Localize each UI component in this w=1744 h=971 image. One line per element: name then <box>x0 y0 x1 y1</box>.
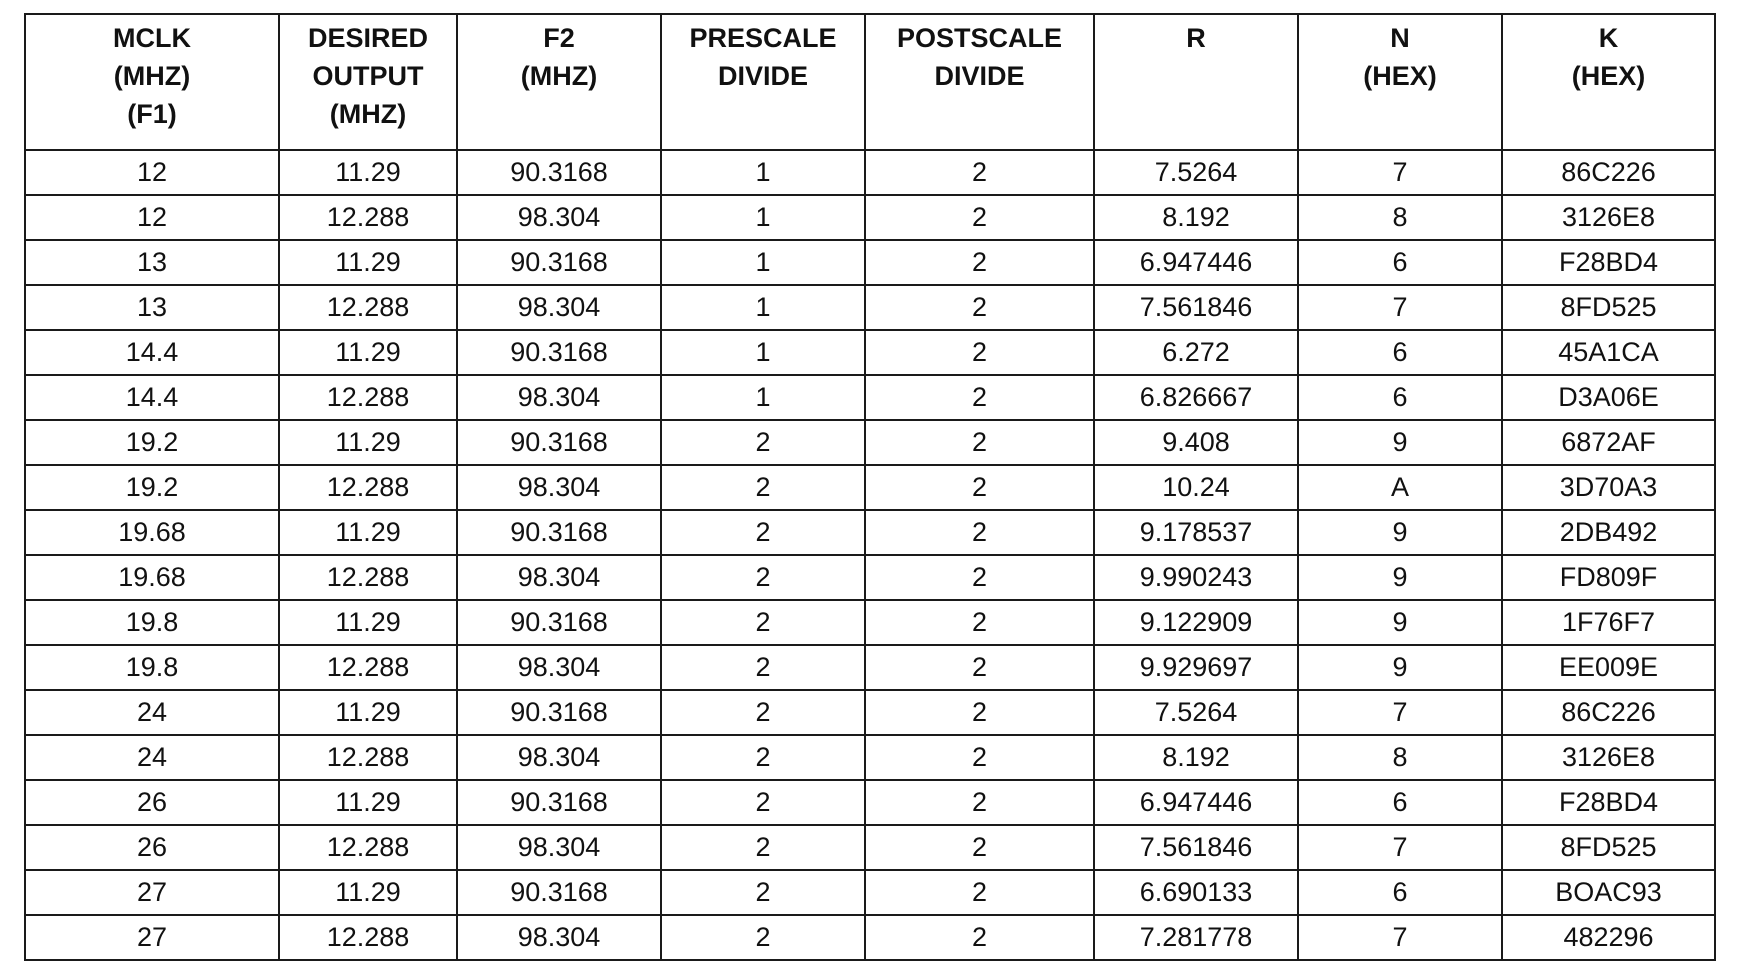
cell-prescale-divide: 1 <box>661 240 865 285</box>
cell-desired-output: 11.29 <box>279 330 457 375</box>
cell-k-hex: 86C226 <box>1502 690 1715 735</box>
cell-prescale-divide: 2 <box>661 870 865 915</box>
column-header-line: R <box>1186 23 1206 53</box>
cell-prescale-divide: 1 <box>661 285 865 330</box>
cell-r: 9.122909 <box>1094 600 1298 645</box>
table-row <box>25 465 1715 510</box>
cell-r: 7.281778 <box>1094 915 1298 960</box>
column-header-line: F2 <box>543 23 575 53</box>
cell-r: 6.272 <box>1094 330 1298 375</box>
cell-k-hex: FD809F <box>1502 555 1715 600</box>
cell-desired-output: 12.288 <box>279 735 457 780</box>
cell-desired-output: 12.288 <box>279 555 457 600</box>
cell-n-hex: 6 <box>1298 780 1502 825</box>
cell-postscale-divide: 2 <box>865 375 1094 420</box>
table-row <box>25 510 1715 555</box>
cell-k-hex: 2DB492 <box>1502 510 1715 555</box>
column-header-line: (F1) <box>127 99 177 129</box>
column-header-f2 <box>457 14 661 150</box>
cell-f2: 90.3168 <box>457 870 661 915</box>
column-header-line: DESIRED <box>307 23 429 53</box>
cell-k-hex: EE009E <box>1502 645 1715 690</box>
table-row <box>25 195 1715 240</box>
column-header-line: MCLK <box>113 23 191 53</box>
cell-k-hex: BOAC93 <box>1502 870 1715 915</box>
cell-prescale-divide: 2 <box>661 465 865 510</box>
cell-k-hex: 482296 <box>1502 915 1715 960</box>
cell-prescale-divide: 2 <box>661 690 865 735</box>
cell-f2: 90.3168 <box>457 240 661 285</box>
cell-k-hex: 45A1CA <box>1502 330 1715 375</box>
cell-n-hex: 9 <box>1298 645 1502 690</box>
cell-prescale-divide: 1 <box>661 375 865 420</box>
cell-r: 7.561846 <box>1094 825 1298 870</box>
cell-k-hex: F28BD4 <box>1502 780 1715 825</box>
cell-desired-output: 11.29 <box>279 690 457 735</box>
table-row <box>25 555 1715 600</box>
column-header-line: N <box>1390 23 1410 53</box>
cell-k-hex: 3126E8 <box>1502 735 1715 780</box>
cell-prescale-divide: 2 <box>661 780 865 825</box>
cell-r: 7.5264 <box>1094 690 1298 735</box>
column-header-line: (HEX) <box>1571 61 1646 91</box>
cell-desired-output: 12.288 <box>279 195 457 240</box>
cell-desired-output: 11.29 <box>279 150 457 195</box>
cell-n-hex: 6 <box>1298 375 1502 420</box>
cell-k-hex: 6872AF <box>1502 420 1715 465</box>
cell-f2: 98.304 <box>457 285 661 330</box>
column-header-prescale-divide <box>661 14 865 150</box>
cell-k-hex: 3D70A3 <box>1502 465 1715 510</box>
cell-f2: 90.3168 <box>457 420 661 465</box>
table-row <box>25 780 1715 825</box>
cell-n-hex: 7 <box>1298 825 1502 870</box>
cell-r: 8.192 <box>1094 195 1298 240</box>
cell-mclk: 14.4 <box>25 330 279 375</box>
cell-desired-output: 12.288 <box>279 375 457 420</box>
cell-mclk: 19.68 <box>25 555 279 600</box>
cell-prescale-divide: 1 <box>661 330 865 375</box>
cell-postscale-divide: 2 <box>865 330 1094 375</box>
cell-mclk: 12 <box>25 150 279 195</box>
cell-desired-output: 11.29 <box>279 240 457 285</box>
cell-f2: 98.304 <box>457 465 661 510</box>
cell-k-hex: 3126E8 <box>1502 195 1715 240</box>
cell-f2: 98.304 <box>457 915 661 960</box>
cell-postscale-divide: 2 <box>865 780 1094 825</box>
column-header-k-hex <box>1502 14 1715 150</box>
column-header-mclk <box>25 14 279 150</box>
column-header-line: (MHZ) <box>113 61 191 91</box>
table-row <box>25 150 1715 195</box>
cell-mclk: 12 <box>25 195 279 240</box>
column-header-desired-output <box>279 14 457 150</box>
cell-postscale-divide: 2 <box>865 285 1094 330</box>
table-body <box>25 150 1715 960</box>
cell-postscale-divide: 2 <box>865 645 1094 690</box>
cell-f2: 98.304 <box>457 195 661 240</box>
cell-desired-output: 11.29 <box>279 870 457 915</box>
cell-prescale-divide: 1 <box>661 195 865 240</box>
cell-r: 7.561846 <box>1094 285 1298 330</box>
cell-n-hex: A <box>1298 465 1502 510</box>
cell-f2: 98.304 <box>457 735 661 780</box>
cell-mclk: 24 <box>25 735 279 780</box>
cell-n-hex: 9 <box>1298 555 1502 600</box>
column-header-r <box>1094 14 1298 150</box>
cell-n-hex: 9 <box>1298 420 1502 465</box>
cell-mclk: 19.2 <box>25 420 279 465</box>
cell-r: 6.947446 <box>1094 780 1298 825</box>
cell-postscale-divide: 2 <box>865 690 1094 735</box>
cell-f2: 98.304 <box>457 825 661 870</box>
cell-postscale-divide: 2 <box>865 465 1094 510</box>
cell-n-hex: 8 <box>1298 195 1502 240</box>
table-row <box>25 915 1715 960</box>
cell-r: 9.408 <box>1094 420 1298 465</box>
cell-prescale-divide: 2 <box>661 600 865 645</box>
cell-f2: 90.3168 <box>457 780 661 825</box>
cell-postscale-divide: 2 <box>865 870 1094 915</box>
pll-settings-table <box>24 13 1716 961</box>
cell-r: 6.690133 <box>1094 870 1298 915</box>
column-header-line: DIVIDE <box>934 61 1025 91</box>
cell-prescale-divide: 2 <box>661 735 865 780</box>
cell-f2: 90.3168 <box>457 600 661 645</box>
cell-f2: 98.304 <box>457 375 661 420</box>
cell-mclk: 13 <box>25 285 279 330</box>
cell-postscale-divide: 2 <box>865 150 1094 195</box>
table-row <box>25 330 1715 375</box>
cell-postscale-divide: 2 <box>865 510 1094 555</box>
table-row <box>25 645 1715 690</box>
table-header-row <box>25 14 1715 150</box>
cell-postscale-divide: 2 <box>865 735 1094 780</box>
cell-postscale-divide: 2 <box>865 240 1094 285</box>
cell-postscale-divide: 2 <box>865 555 1094 600</box>
cell-postscale-divide: 2 <box>865 420 1094 465</box>
cell-r: 8.192 <box>1094 735 1298 780</box>
cell-prescale-divide: 2 <box>661 510 865 555</box>
cell-prescale-divide: 2 <box>661 915 865 960</box>
cell-n-hex: 7 <box>1298 285 1502 330</box>
cell-k-hex: 8FD525 <box>1502 825 1715 870</box>
cell-desired-output: 11.29 <box>279 600 457 645</box>
cell-n-hex: 6 <box>1298 870 1502 915</box>
cell-desired-output: 12.288 <box>279 645 457 690</box>
cell-postscale-divide: 2 <box>865 195 1094 240</box>
cell-r: 10.24 <box>1094 465 1298 510</box>
cell-desired-output: 12.288 <box>279 285 457 330</box>
table-row <box>25 600 1715 645</box>
cell-k-hex: F28BD4 <box>1502 240 1715 285</box>
cell-desired-output: 12.288 <box>279 825 457 870</box>
cell-f2: 90.3168 <box>457 330 661 375</box>
table-row <box>25 240 1715 285</box>
cell-k-hex: 8FD525 <box>1502 285 1715 330</box>
table-row <box>25 690 1715 735</box>
cell-n-hex: 7 <box>1298 690 1502 735</box>
cell-r: 9.929697 <box>1094 645 1298 690</box>
cell-f2: 98.304 <box>457 555 661 600</box>
column-header-line: (MHZ) <box>329 99 407 129</box>
cell-n-hex: 8 <box>1298 735 1502 780</box>
cell-postscale-divide: 2 <box>865 600 1094 645</box>
cell-k-hex: D3A06E <box>1502 375 1715 420</box>
cell-f2: 90.3168 <box>457 690 661 735</box>
cell-postscale-divide: 2 <box>865 915 1094 960</box>
column-header-line: OUTPUT <box>312 61 424 91</box>
table-row <box>25 825 1715 870</box>
column-header-line: (MHZ) <box>520 61 598 91</box>
column-header-line: PRESCALE <box>689 23 837 53</box>
cell-f2: 90.3168 <box>457 510 661 555</box>
column-header-n-hex <box>1298 14 1502 150</box>
cell-mclk: 14.4 <box>25 375 279 420</box>
table-row <box>25 375 1715 420</box>
cell-mclk: 26 <box>25 780 279 825</box>
cell-k-hex: 86C226 <box>1502 150 1715 195</box>
cell-mclk: 27 <box>25 915 279 960</box>
cell-prescale-divide: 2 <box>661 420 865 465</box>
cell-n-hex: 6 <box>1298 330 1502 375</box>
cell-mclk: 19.8 <box>25 600 279 645</box>
cell-mclk: 26 <box>25 825 279 870</box>
cell-n-hex: 9 <box>1298 600 1502 645</box>
cell-desired-output: 11.29 <box>279 420 457 465</box>
cell-r: 6.826667 <box>1094 375 1298 420</box>
cell-r: 9.178537 <box>1094 510 1298 555</box>
table-row <box>25 420 1715 465</box>
column-header-line: DIVIDE <box>717 61 809 91</box>
cell-desired-output: 12.288 <box>279 465 457 510</box>
column-header-postscale-divide <box>865 14 1094 150</box>
cell-prescale-divide: 2 <box>661 825 865 870</box>
cell-mclk: 19.68 <box>25 510 279 555</box>
cell-prescale-divide: 1 <box>661 150 865 195</box>
cell-mclk: 19.2 <box>25 465 279 510</box>
table-row <box>25 285 1715 330</box>
cell-prescale-divide: 2 <box>661 645 865 690</box>
cell-desired-output: 11.29 <box>279 780 457 825</box>
column-header-line: (HEX) <box>1363 61 1437 91</box>
cell-r: 9.990243 <box>1094 555 1298 600</box>
cell-n-hex: 9 <box>1298 510 1502 555</box>
cell-n-hex: 7 <box>1298 150 1502 195</box>
cell-k-hex: 1F76F7 <box>1502 600 1715 645</box>
cell-n-hex: 7 <box>1298 915 1502 960</box>
cell-mclk: 24 <box>25 690 279 735</box>
cell-f2: 90.3168 <box>457 150 661 195</box>
cell-r: 7.5264 <box>1094 150 1298 195</box>
column-header-line: K <box>1598 23 1619 53</box>
column-header-line: POSTSCALE <box>896 23 1063 53</box>
cell-r: 6.947446 <box>1094 240 1298 285</box>
table-row <box>25 735 1715 780</box>
cell-postscale-divide: 2 <box>865 825 1094 870</box>
pll-settings-table-container <box>24 13 1714 961</box>
cell-prescale-divide: 2 <box>661 555 865 600</box>
cell-desired-output: 12.288 <box>279 915 457 960</box>
cell-mclk: 19.8 <box>25 645 279 690</box>
cell-desired-output: 11.29 <box>279 510 457 555</box>
cell-mclk: 13 <box>25 240 279 285</box>
cell-mclk: 27 <box>25 870 279 915</box>
cell-n-hex: 6 <box>1298 240 1502 285</box>
table-row <box>25 870 1715 915</box>
cell-f2: 98.304 <box>457 645 661 690</box>
